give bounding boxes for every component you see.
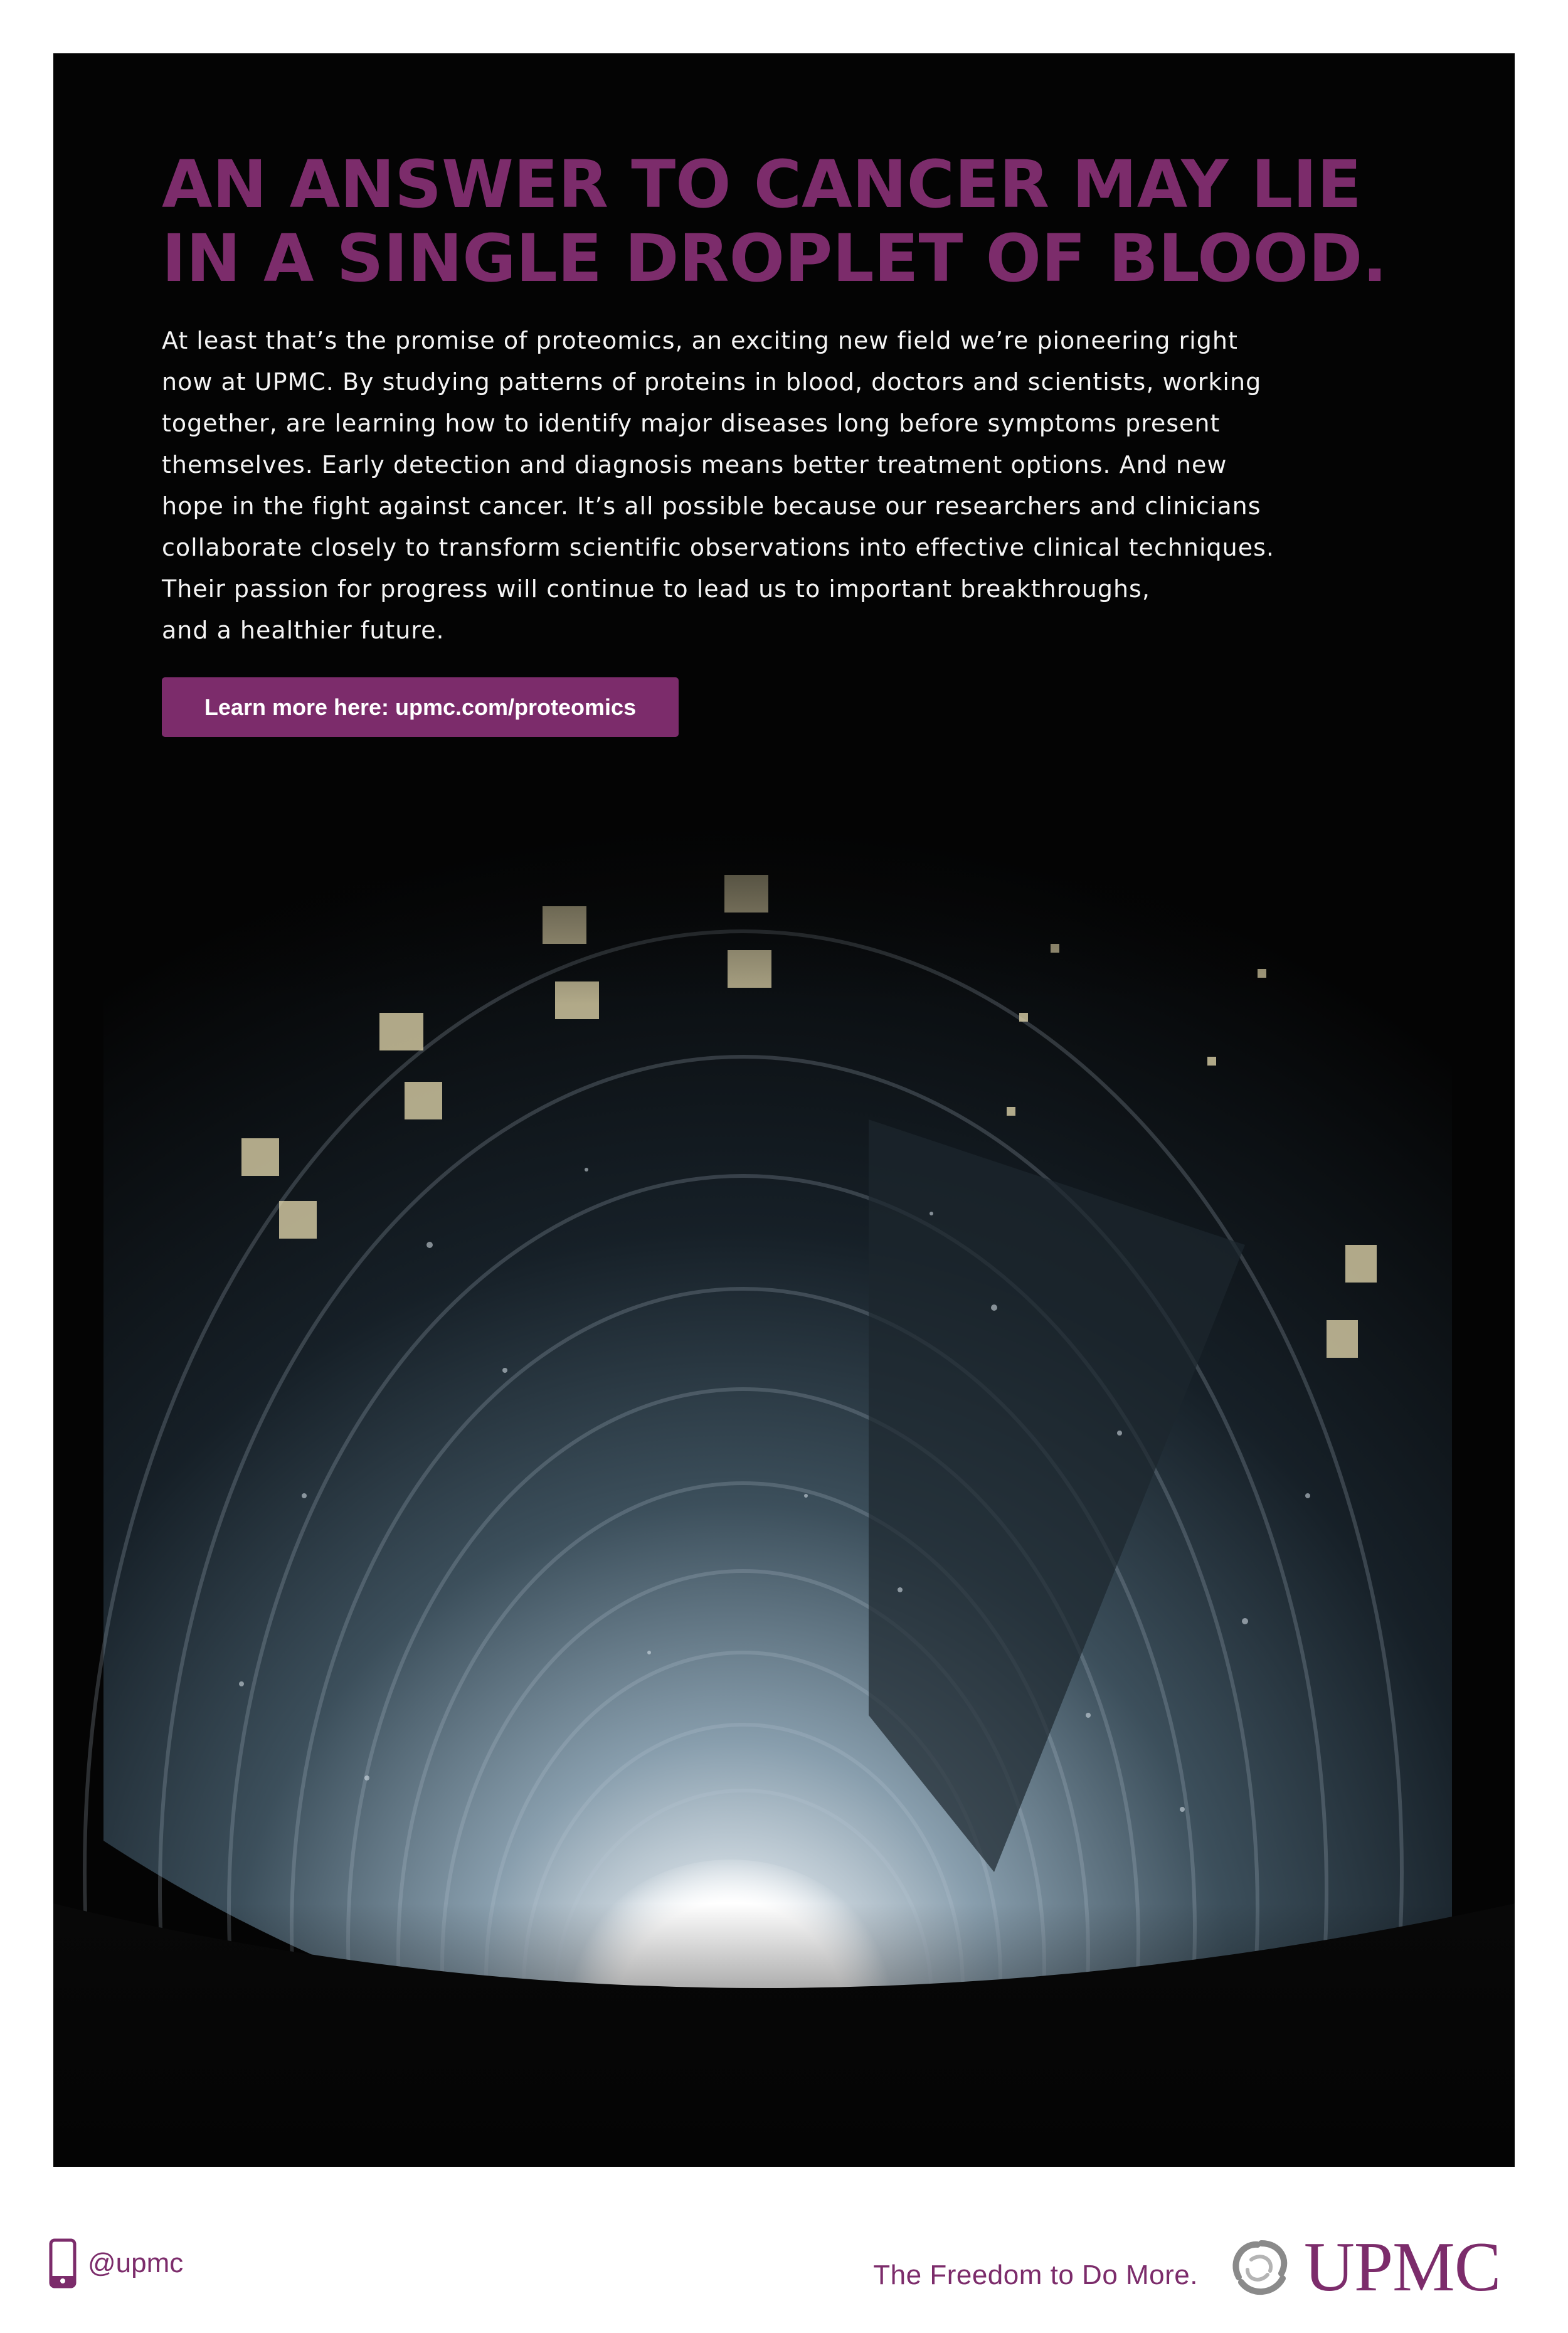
headline-line-1: AN ANSWER TO CANCER MAY LIE <box>162 146 1362 223</box>
upmc-logo-mark-icon <box>1226 2235 1296 2300</box>
body-line: collaborate closely to transform scientific observations into effective clinical techniques. <box>162 534 1274 561</box>
body-line: themselves. Early detection and diagnosis means better treatment options. And new <box>162 451 1227 479</box>
poster-panel <box>53 53 1515 2167</box>
body-line: together, are learning how to identify major diseases long before symptoms present <box>162 410 1221 437</box>
social-handle[interactable]: @upmc <box>88 2248 184 2278</box>
body-line: and a healthier future. <box>162 616 445 644</box>
upmc-logo[interactable] <box>1226 2228 1501 2306</box>
learn-more-button[interactable]: Learn more here: upmc.com/proteomics <box>162 677 679 737</box>
body-line: Their passion for progress will continue to lead us to important breakthroughs, <box>162 575 1150 603</box>
headline-line-2: IN A SINGLE DROPLET OF BLOOD. <box>162 220 1387 297</box>
upmc-logo-text: UPMC <box>1304 2228 1501 2306</box>
social-handle-group[interactable] <box>49 2237 183 2290</box>
body-copy <box>162 320 1416 651</box>
body-line: now at UPMC. By studying patterns of proteins in blood, doctors and scientists, working <box>162 368 1262 396</box>
body-line: At least that’s the promise of proteomics, an exciting new field we’re pioneering right <box>162 327 1238 354</box>
tagline: The Freedom to Do More. <box>873 2260 1198 2290</box>
headline <box>162 147 1416 295</box>
phone-icon <box>49 2238 77 2288</box>
body-line: hope in the fight against cancer. It’s all possible because our researchers and clinicians <box>162 492 1261 520</box>
